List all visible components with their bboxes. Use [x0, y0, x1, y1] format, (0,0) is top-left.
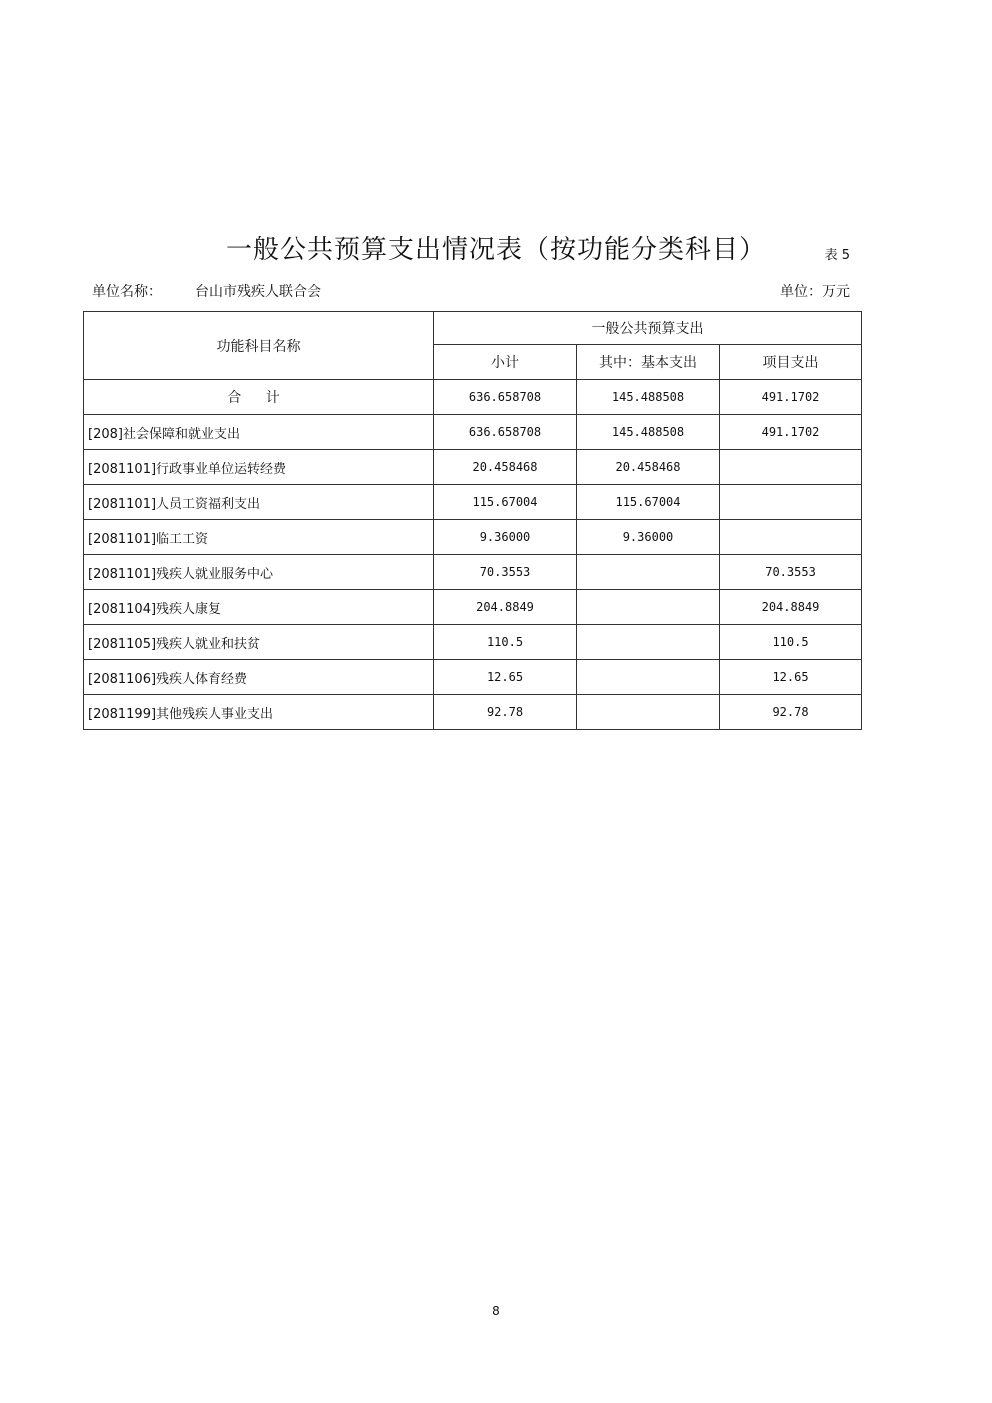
total-project: 491.1702: [720, 380, 862, 415]
row-basic: [577, 695, 720, 730]
row-basic: [577, 660, 720, 695]
row-name: [2081101]残疾人就业服务中心: [84, 555, 434, 590]
budget-table: [83, 311, 862, 730]
row-basic: 9.36000: [577, 520, 720, 555]
unit-name: 台山市残疾人联合会: [195, 284, 321, 300]
row-subtotal: 9.36000: [434, 520, 577, 555]
row-project: 92.78: [720, 695, 862, 730]
row-basic: [577, 625, 720, 660]
table-row: [84, 450, 862, 485]
row-name: [2081104]残疾人康复: [84, 590, 434, 625]
row-subtotal: 110.5: [434, 625, 577, 660]
page-title: 一般公共预算支出情况表（按功能分类科目）: [225, 235, 766, 265]
page-number: 8: [492, 1304, 500, 1318]
row-project: [720, 450, 862, 485]
table-number: 表 5: [824, 248, 850, 263]
row-project: [720, 520, 862, 555]
total-label: 合 计: [84, 380, 434, 415]
table-row: [84, 555, 862, 590]
row-subtotal: 92.78: [434, 695, 577, 730]
table-row: [84, 660, 862, 695]
row-project: [720, 485, 862, 520]
row-name: [208]社会保障和就业支出: [84, 415, 434, 450]
header-project: 项目支出: [720, 345, 862, 380]
unit-label: 单位名称：: [92, 284, 162, 300]
row-name: [2081101]临工工资: [84, 520, 434, 555]
total-row: [84, 380, 862, 415]
table-row: [84, 520, 862, 555]
row-subtotal: 636.658708: [434, 415, 577, 450]
table-row: [84, 415, 862, 450]
header-subtotal: 小计: [434, 345, 577, 380]
row-project: 70.3553: [720, 555, 862, 590]
row-basic: 115.67004: [577, 485, 720, 520]
header-basic: 其中：基本支出: [577, 345, 720, 380]
table-row: [84, 625, 862, 660]
row-subtotal: 115.67004: [434, 485, 577, 520]
row-name: [2081199]其他残疾人事业支出: [84, 695, 434, 730]
header-category: 功能科目名称: [84, 312, 434, 380]
row-basic: [577, 555, 720, 590]
row-basic: 20.458468: [577, 450, 720, 485]
currency-unit: 单位：万元: [780, 284, 850, 300]
row-basic: [577, 590, 720, 625]
row-name: [2081101]行政事业单位运转经费: [84, 450, 434, 485]
row-subtotal: 70.3553: [434, 555, 577, 590]
table-row: [84, 590, 862, 625]
table-row: [84, 485, 862, 520]
row-project: 110.5: [720, 625, 862, 660]
row-project: 491.1702: [720, 415, 862, 450]
total-basic: 145.488508: [577, 380, 720, 415]
row-name: [2081101]人员工资福利支出: [84, 485, 434, 520]
row-name: [2081105]残疾人就业和扶贫: [84, 625, 434, 660]
row-project: 204.8849: [720, 590, 862, 625]
table-header-row: [84, 312, 862, 345]
table-row: [84, 695, 862, 730]
header-group: 一般公共预算支出: [434, 312, 862, 345]
total-subtotal: 636.658708: [434, 380, 577, 415]
row-subtotal: 204.8849: [434, 590, 577, 625]
row-basic: 145.488508: [577, 415, 720, 450]
row-project: 12.65: [720, 660, 862, 695]
row-subtotal: 12.65: [434, 660, 577, 695]
row-name: [2081106]残疾人体育经费: [84, 660, 434, 695]
row-subtotal: 20.458468: [434, 450, 577, 485]
